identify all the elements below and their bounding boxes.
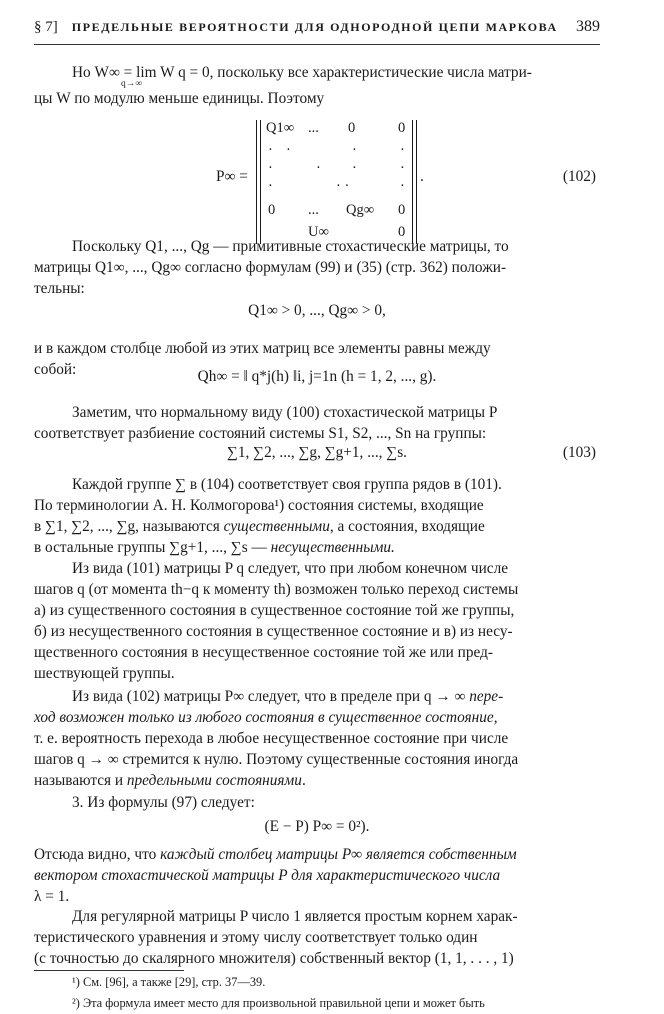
- para8-line1: 3. Из формулы (97) следует:: [72, 794, 255, 811]
- text-run: называются и: [34, 772, 127, 789]
- equation-number-102: (102): [562, 168, 596, 185]
- para1-line1: Но W∞ = lim W q = 0, поскольку все характеристические числа матри-: [72, 64, 532, 81]
- equation-number-103: (103): [562, 444, 596, 461]
- paragraph-10: [34, 906, 600, 969]
- page: [34, 18, 600, 1010]
- para6-line6: шествующей группы.: [34, 665, 175, 682]
- paragraph-1: [34, 62, 600, 109]
- italic-run: каждый столбец матрицы P∞ является собственным: [160, 846, 517, 863]
- paragraph-4: [34, 402, 600, 444]
- para2-line3: тельны:: [34, 280, 85, 297]
- lim-subscript: q→∞: [121, 79, 143, 89]
- cell-zero: 0: [398, 224, 406, 240]
- cell-dot: ·: [268, 160, 273, 176]
- para7-line4: шагов q → ∞ стремится к нулю. Поэтому существенные состояния иногда: [34, 751, 519, 768]
- term-essential: существенными: [223, 518, 330, 535]
- para6-line1: Из вида (101) матрицы P q следует, что при любом конечном числе: [72, 560, 509, 577]
- cell-zero: 0: [398, 202, 406, 218]
- paragraph-8: [34, 792, 600, 813]
- text-run: Отсюда видно, что: [34, 846, 161, 863]
- text-run: в ∑1, ∑2, ..., ∑g, называются: [34, 518, 224, 535]
- section-mark: § 7]: [34, 19, 58, 35]
- term-limit-states: предельными состояниями: [126, 772, 302, 789]
- term-nonessential: несущественными.: [270, 539, 395, 556]
- footnote-1: ¹) См. [96], а также [29], стр. 37—39.: [72, 975, 266, 989]
- cell-qg: Qg∞: [346, 202, 375, 218]
- para6-line4: б) из несущественного состояния в существенное состояние и в) из несу-: [34, 623, 513, 640]
- para6-line2: шагов q (от момента th−q к моменту th) возможен только переход системы: [34, 581, 519, 598]
- para7-line3: т. е. вероятность перехода в любое несущественное состояние при числе: [34, 730, 509, 747]
- equation-e-minus-p: (E − P) P∞ = 0²).: [264, 818, 370, 835]
- paragraph-9: [34, 844, 600, 907]
- cell-dot: ·: [352, 160, 357, 176]
- para6-line3: а) из существенного состояния в существенное состояние той же группы,: [34, 602, 515, 619]
- text-run: ,: [493, 709, 498, 726]
- cell-dots: ...: [308, 202, 319, 218]
- para9-line1: [34, 844, 600, 865]
- para5-line4: [34, 537, 600, 558]
- footnotes: [34, 972, 600, 1014]
- cell-dot: ·: [400, 160, 405, 176]
- cell-dots: · ·: [336, 178, 350, 194]
- paragraph-7: [34, 686, 600, 791]
- matrix-norm-left-outer: [256, 120, 257, 244]
- equation-103: [34, 442, 600, 464]
- para9-line2: [34, 865, 600, 886]
- page-number: 389: [576, 18, 600, 35]
- para10-line2: теристического уравнения и этому числу соответствует только один: [34, 929, 478, 946]
- para10-line3: (с точностью до скалярного множителя) собственный вектор (1, 1, . . . , 1): [34, 950, 514, 967]
- para2-line2: матрицы Q1∞, ..., Qg∞ согласно формулам (99) и (35) (стр. 362) положи-: [34, 259, 507, 276]
- matrix-norm-left-inner: [260, 120, 261, 244]
- cell-dot: ·: [400, 178, 405, 194]
- para6-line5: щественного состояния в несущественное состояние той же или пред-: [34, 644, 493, 661]
- para10-line1: Для регулярной матрицы P число 1 является простым корнем харак-: [72, 908, 518, 925]
- running-header: [34, 18, 600, 45]
- cell-dot: ·: [268, 142, 273, 158]
- cell-zero: 0: [348, 120, 356, 136]
- equation-qh: Qh∞ = ‖ q*j(h) ‖i, j=1n (h = 1, 2, ..., g).: [197, 368, 437, 385]
- cell-zero: 0: [268, 202, 276, 218]
- cell-dot: ·: [268, 178, 273, 194]
- para2-line1: Поскольку Q1, ..., Qg — примитивные стохастические матрицы, то: [72, 238, 509, 255]
- paragraph-6: [34, 558, 600, 684]
- para5-line3: [34, 516, 600, 537]
- para7-line2: [34, 707, 600, 728]
- cell-dots: ...: [308, 120, 319, 136]
- cell-q1: Q1∞: [266, 120, 295, 136]
- footnote-rule: [34, 970, 184, 971]
- paragraph-2: [34, 236, 600, 299]
- para4-line2: соответствует разбиение состояний системы S1, S2, ..., Sn на группы:: [34, 425, 487, 442]
- text-run: в остальные группы ∑g+1, ..., ∑s —: [34, 539, 271, 556]
- text-run: , а состояния, входящие: [329, 518, 485, 535]
- text-run: Из вида (102) матрицы P∞ следует, что в пределе при q → ∞: [72, 688, 470, 705]
- para3-line1: и в каждом столбце любой из этих матриц все элементы равны между: [34, 340, 491, 357]
- italic-run: пере-: [469, 688, 504, 705]
- footnote-2-line1: ²) Эта формула имеет место для произвольной правильной цепи и может быть: [72, 996, 485, 1010]
- cell-u: U∞: [308, 224, 329, 240]
- equation-positive: Q1∞ > 0, ..., Qg∞ > 0,: [248, 302, 386, 319]
- eq102-dot: .: [420, 168, 424, 185]
- eq103-body: ∑1, ∑2, ..., ∑g, ∑g+1, ..., ∑s.: [226, 444, 407, 461]
- para3-line2: собой:: [34, 361, 77, 378]
- para7-line5: [34, 770, 600, 791]
- paragraph-5: [34, 474, 600, 558]
- equation-102: [34, 114, 600, 249]
- running-title: ПРЕДЕЛЬНЫЕ ВЕРОЯТНОСТИ ДЛЯ ОДНОРОДНОЙ ЦЕПИ МАРКОВА: [71, 20, 558, 34]
- matrix-norm-right-outer: [416, 120, 417, 244]
- italic-run: вектором стохастической матрицы P для характеристического числа: [34, 867, 501, 884]
- para9-line3: λ = 1.: [34, 888, 70, 905]
- text-run: .: [301, 772, 306, 789]
- para1-line2: цы W по модулю меньше единицы. Поэтому: [34, 90, 325, 107]
- cell-dot: ·: [316, 160, 321, 176]
- italic-run: ход возможен только из любого состояния в существенное состояние: [34, 709, 494, 726]
- matrix-norm-right-inner: [412, 120, 413, 244]
- eq102-lhs: P∞ =: [216, 168, 248, 185]
- cell-zero: 0: [398, 120, 406, 136]
- para4-line1: Заметим, что нормальному виду (100) стохастической матрицы P: [72, 404, 498, 421]
- para5-line2: По терминологии А. Н. Колмогорова¹) состояния системы, входящие: [34, 497, 484, 514]
- para5-line1: Каждой группе ∑ в (104) соответствует своя группа рядов в (101).: [72, 476, 502, 493]
- cell-dot: ·: [286, 142, 291, 158]
- cell-dot: ·: [400, 142, 405, 158]
- para7-line1: [34, 686, 600, 707]
- cell-dot: ·: [352, 142, 357, 158]
